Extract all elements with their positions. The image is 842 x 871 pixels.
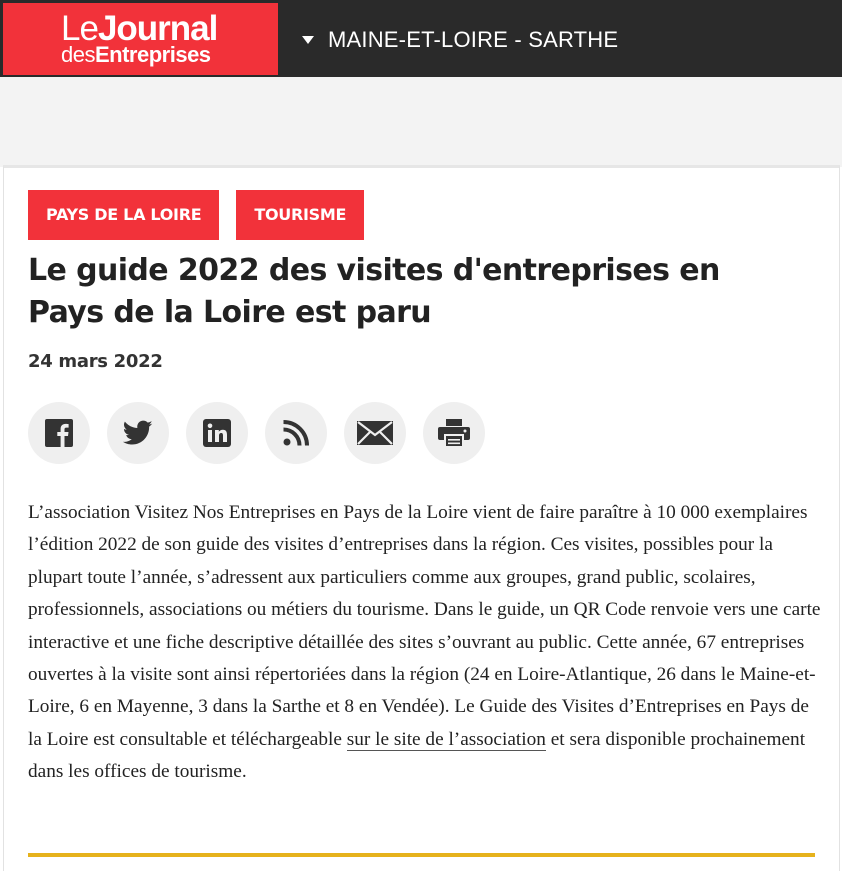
article-date: 24 mars 2022: [28, 351, 163, 372]
print-icon: [437, 418, 471, 448]
article-body-text-end: et sera disponible prochainement dans les offices de tourisme.: [28, 728, 806, 783]
share-rss-button[interactable]: [265, 402, 327, 464]
caret-down-icon: [302, 36, 314, 44]
mail-icon: [356, 420, 394, 446]
print-button[interactable]: [423, 402, 485, 464]
logo-line-2: desEntreprises: [61, 42, 211, 67]
article-tags: [28, 190, 364, 240]
tag-tourisme[interactable]: TOURISME: [236, 190, 364, 240]
ad-banner-area: [0, 77, 842, 167]
association-site-link[interactable]: sur le site de l’association: [346, 728, 546, 750]
tag-pays-de-la-loire[interactable]: PAYS DE LA LOIRE: [28, 190, 219, 240]
accent-divider: [28, 853, 815, 857]
rss-icon: [282, 419, 310, 447]
region-selector[interactable]: [302, 27, 618, 53]
article-body-text-start: L’association Visitez Nos Entreprises en Pays de la Loire vient de faire paraître à 10 000 exemplaires l’édition 2022 de son guide des visites d’entreprises dans la région. Ces visites, possibles pour la plupart toute l’année, s’adressent aux particuliers comme aux groupes, grand public, scolaires, professionnels, associations ou métiers du tourisme. Dans le guide, un QR Code renvoie vers une carte interactive et une fiche descriptive détaillée des sites s’ouvrant au public. Cette année, 67 entreprises ouvertes à la visite sont ainsi répertoriées dans la région (24 en Loire-Atlantique, 26 dans le Maine-et-Loire, 6 en Mayenne, 3 dans la Sarthe et 8 en Vendée). Le Guide des Visites d’Entreprises en Pays de la Loire est consultable et téléchargeable: [28, 502, 821, 750]
linkedin-icon: [202, 418, 232, 448]
share-twitter-button[interactable]: [107, 402, 169, 464]
region-label: MAINE-ET-LOIRE - SARTHE: [328, 27, 619, 52]
article-title: Le guide 2022 des visites d'entreprises en Pays de la Loire est paru: [28, 253, 720, 330]
top-navigation-bar: [0, 0, 842, 77]
article-body: [28, 497, 823, 789]
facebook-icon: [44, 418, 74, 448]
twitter-icon: [123, 420, 153, 446]
site-logo[interactable]: [3, 3, 278, 75]
share-buttons: [28, 402, 485, 464]
share-facebook-button[interactable]: [28, 402, 90, 464]
share-email-button[interactable]: [344, 402, 406, 464]
share-linkedin-button[interactable]: [186, 402, 248, 464]
logo-line-1: LeJournal: [61, 9, 218, 48]
